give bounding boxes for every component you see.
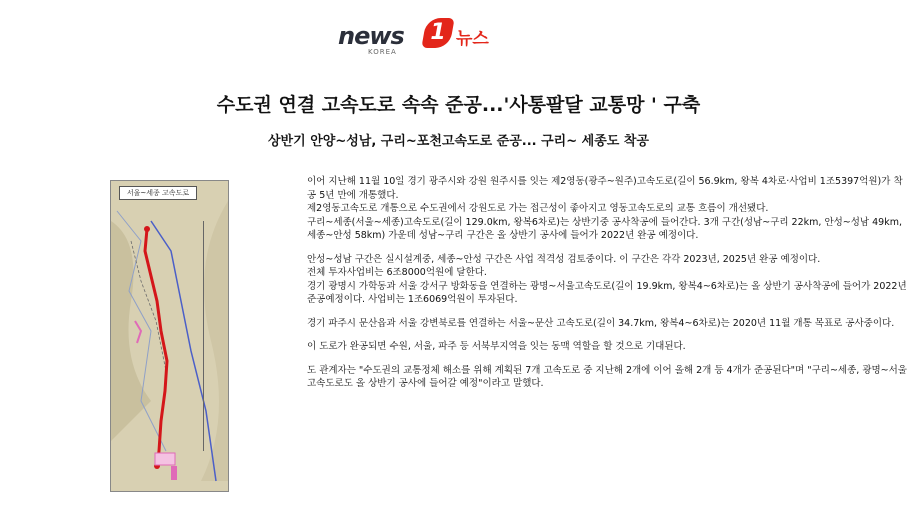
article-paragraph: 도 관계자는 "수도권의 교통정체 해소를 위해 계획된 7개 고속도로 중 지난해 2개에 이어 올해 2개 등 4개가 준공된다"며 "구리~세종, 광명~서울 고속도로도 올 상반기 공사에 들어갈 예정"이라고 말했다. — [307, 364, 907, 389]
logo-badge — [421, 18, 454, 48]
sejong-label-box — [155, 453, 175, 465]
paragraph-gap — [307, 330, 910, 340]
paragraph-gap — [307, 243, 910, 253]
logo-badge-text: 1 — [430, 20, 446, 45]
paragraph-gap — [307, 354, 910, 364]
article-paragraph: 안성~성남 구간은 실시설계중, 세종~안성 구간은 사업 적격성 검토중이다. 이 구간은 각각 2023년, 2025년 완공 예정이다. — [307, 253, 821, 265]
paragraph-gap — [307, 307, 910, 317]
masthead — [0, 14, 917, 58]
article-paragraph: 이 도로가 완공되면 수원, 서울, 파주 등 서북부지역을 잇는 동맥 역할을 할 것으로 기대된다. — [307, 341, 686, 352]
article-paragraph: 이어 지난해 11월 10일 경기 광주시와 강원 원주시를 잇는 제2영동(광주~원주)고속도로(길이 56.9km, 왕복 4차로·사업비 1조5397억원)가 착공 5년 만에 개통했다. — [307, 176, 903, 201]
map-title: 서울~세종 고속도로 — [119, 186, 197, 200]
route-start-marker — [144, 226, 150, 232]
headline: 수도권 연결 고속도로 속속 준공...'사통팔달 교통망 ' 구축 — [216, 94, 701, 116]
article-paragraph: 제2영동고속도로 개통으로 수도권에서 강원도로 가는 접근성이 좋아지고 영동고속도로의 교통 흐름이 개선됐다. — [307, 203, 769, 214]
frame-line — [203, 221, 204, 451]
article-body — [307, 175, 910, 391]
article-paragraph: 경기 광명시 가학동과 서울 강서구 방화동을 연결하는 광명~서울고속도로(길이 19.9km, 왕복4~6차로)는 올 상반기 공사착공에 들어가 2022년 준공예정이다. 사업비는 1조6069억원이 투자된다. — [307, 280, 907, 305]
article-paragraph: 구리~세종(서울~세종)고속도로(길이 129.0km, 왕복6차로)는 상반기중 공사착공에 들어간다. 3개 구간(성남~구리 22km, 안성~성남 49km, 세종~안성 58km) 가운데 성남~구리 구간은 올 상반기 공사에 들어가 2022년 완공 예정이다. — [307, 216, 902, 241]
subheadline: 상반기 안양~성남, 구리~포천고속도로 준공... 구리~ 세종도 착공 — [268, 134, 649, 149]
pink-marker — [171, 466, 177, 480]
logo-subtitle: KOREA — [368, 48, 397, 56]
logo-korean: 뉴스 — [456, 29, 489, 49]
route-map — [110, 180, 229, 492]
article-paragraph: 경기 파주시 문산읍과 서울 강변북로를 연결하는 서울~문산 고속도로(길이 34.7km, 왕복4~6차로)는 2020년 11월 개통 목표로 공사중이다. — [307, 317, 895, 329]
logo-wordmark: news — [338, 22, 404, 50]
article-paragraph: 전체 투자사업비는 6조8000억원에 달한다. — [307, 267, 487, 278]
map-graphic — [111, 181, 228, 491]
